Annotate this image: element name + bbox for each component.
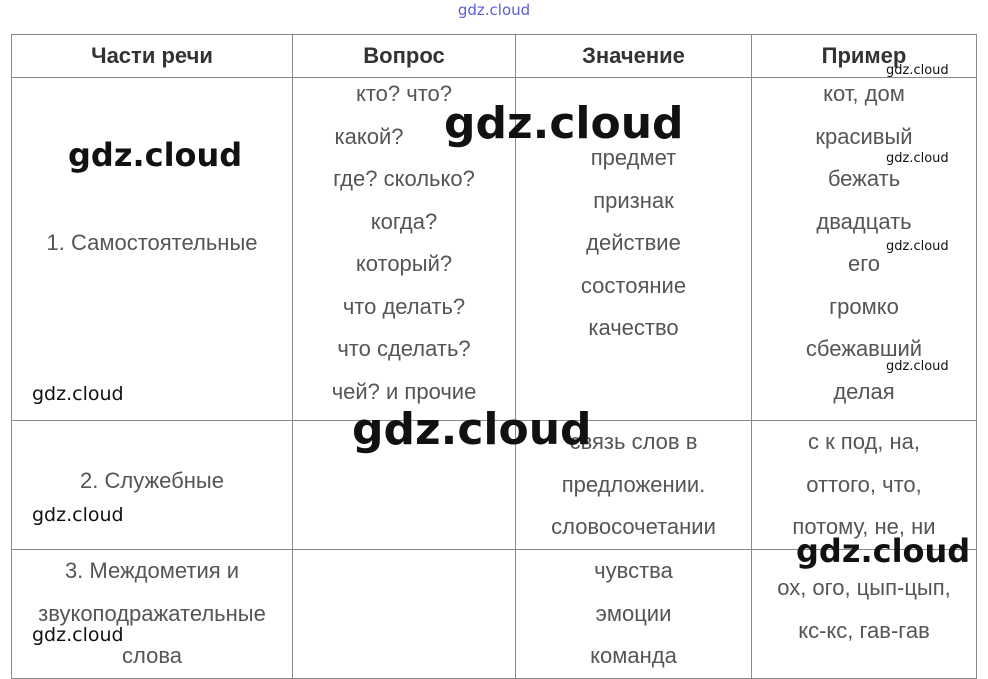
watermark: gdz.cloud xyxy=(444,98,684,149)
example-item: оттого, что, xyxy=(806,471,922,497)
question-item: что сделать? xyxy=(337,336,471,361)
meaning-item: связь слов в xyxy=(569,429,698,454)
question-item: чей? и прочие xyxy=(331,378,477,404)
example-item: делая xyxy=(833,378,895,404)
meaning-item: действие xyxy=(586,230,681,255)
part-cell xyxy=(12,550,293,679)
part-label: 2. Служебные xyxy=(80,468,224,493)
example-item: бежать xyxy=(827,166,901,191)
meaning-item: признак xyxy=(593,187,674,213)
part-label-line: 3. Междометия и xyxy=(64,558,240,583)
question-item: что делать? xyxy=(342,293,466,319)
example-item: двадцать xyxy=(816,208,912,234)
meaning-item: предмет xyxy=(590,145,677,170)
meaning-item: эмоции xyxy=(595,600,672,626)
example-item: кот, дом xyxy=(823,81,905,106)
meaning-item: состояние xyxy=(580,272,687,298)
question-item: который? xyxy=(355,251,453,276)
example-item: ох, ого, цып-цып, xyxy=(777,575,951,600)
part-cell xyxy=(12,78,293,421)
question-item: когда? xyxy=(370,208,438,234)
part-label-line: звукоподражательные xyxy=(38,600,266,626)
header-row xyxy=(12,35,977,78)
part-label: 1. Самостоятельные xyxy=(46,230,258,255)
watermark: gdz.cloud xyxy=(352,404,592,455)
watermark: gdz.cloud xyxy=(32,504,124,526)
meaning-item: качество xyxy=(588,315,679,340)
header-parts: Части речи xyxy=(12,35,293,78)
watermark: gdz.cloud xyxy=(32,383,124,405)
example-cell xyxy=(752,421,977,550)
question-cell xyxy=(293,550,516,679)
example-item: красивый xyxy=(815,123,913,149)
watermark: gdz.cloud xyxy=(886,63,949,78)
watermark: gdz.cloud xyxy=(886,151,949,166)
header-example: Пример xyxy=(752,35,977,78)
question-item: кто? что? xyxy=(355,81,453,106)
example-item: с к под, на, xyxy=(807,429,921,454)
header-question: Вопрос xyxy=(293,35,516,78)
meaning-item: команда xyxy=(590,643,677,668)
meaning-item: предложении. xyxy=(561,471,706,497)
question-item: какой? xyxy=(334,123,404,149)
part-label-line: слова xyxy=(122,643,182,668)
example-item: кс-кс, гав-гав xyxy=(798,617,930,643)
example-item: громко xyxy=(829,293,899,319)
part-cell xyxy=(12,421,293,550)
watermark: gdz.cloud xyxy=(68,136,243,174)
question-item: где? сколько? xyxy=(333,166,475,191)
example-item: его xyxy=(847,251,880,276)
example-item: потому, не, ни xyxy=(792,514,936,539)
meaning-item: словосочетании xyxy=(551,514,716,539)
meaning-cell xyxy=(516,550,752,679)
watermark: gdz.cloud xyxy=(32,624,124,646)
example-item: сбежавший xyxy=(805,336,923,361)
watermark: gdz.cloud xyxy=(886,239,949,254)
header-meaning: Значение xyxy=(516,35,752,78)
watermark: gdz.cloud xyxy=(796,532,971,570)
meaning-item: чувства xyxy=(594,558,673,583)
watermark: gdz.cloud xyxy=(886,359,949,374)
watermark-top: gdz.cloud xyxy=(457,1,531,19)
